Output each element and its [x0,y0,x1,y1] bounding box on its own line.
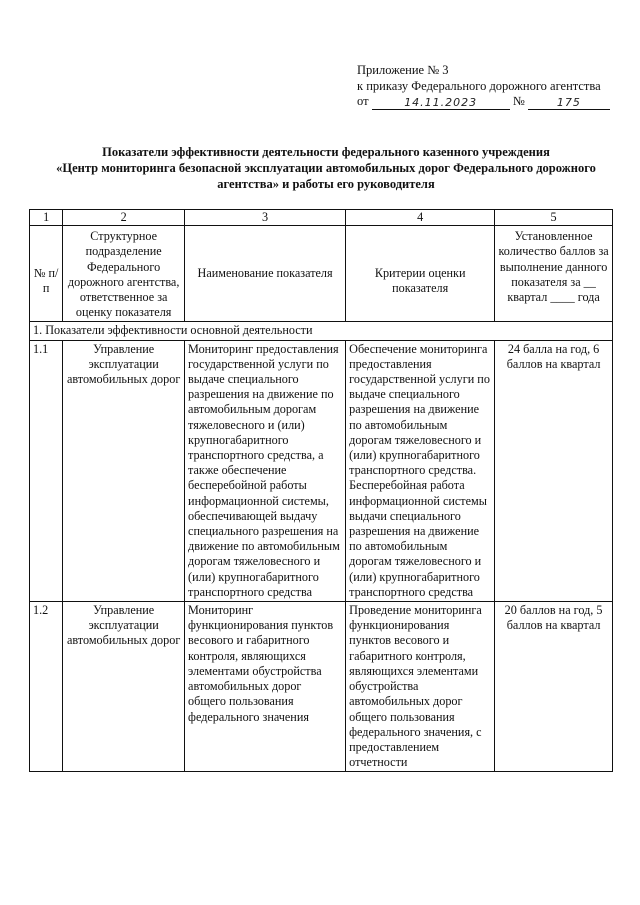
column-number-2: 2 [63,210,185,226]
from-label: от [357,94,369,108]
row-indicator: Мониторинг функционирования пунктов весового и габаритного контроля, являющихся элементами обустройства автомобильных дорог общего пользования федерального значения [185,602,346,772]
order-date: 14.11.2023 [372,95,510,110]
appendix-date-line [357,94,612,110]
title-line-2: «Центр мониторинга безопасной эксплуатации автомобильных дорог Федерального дорожного [56,161,596,175]
column-number-1: 1 [30,210,63,226]
column-number-5: 5 [495,210,613,226]
title-line-1: Показатели эффективности деятельности федерального казенного учреждения [102,145,550,159]
header-num: № п/п [30,226,63,322]
section-row [30,322,613,340]
table-row [30,340,613,601]
header-department: Структурное подразделение Федерального дорожного агентства, ответственное за оценку показателя [63,226,185,322]
row-number: 1.2 [30,602,63,772]
title-line-3: агентства» и работы его руководителя [217,177,435,191]
row-department: Управление эксплуатации автомобильных дорог [63,602,185,772]
appendix-line-1: Приложение № 3 [357,63,449,77]
table-row [30,602,613,772]
appendix-block [357,63,612,110]
document-title [40,144,612,192]
row-indicator: Мониторинг предоставления государственной услуги по выдаче специального разрешения на движение по автомобильным дорогам тяжеловесного и (или) крупногабаритного транспортного средства, а также обеспечение бесперебойной работы информационной системы, обеспечивающей выдачу специального разрешения на движение по автомобильным дорогам тяжеловесного и (или) крупногабаритного транспортного средства [185,340,346,601]
order-number: 175 [528,95,610,110]
column-number-3: 3 [185,210,346,226]
header-points: Установленное количество баллов за выполнение данного показателя за __ квартал ____ года [495,226,613,322]
column-number-row [30,210,613,226]
row-points: 24 балла на год, 6 баллов на квартал [495,340,613,601]
row-criteria: Проведение мониторинга функционирования пунктов весового и габаритного контроля, являющихся элементами обустройства автомобильных дорог общего пользования федерального значения, с предоставлением отчетности [346,602,495,772]
header-indicator: Наименование показателя [185,226,346,322]
row-points: 20 баллов на год, 5 баллов на квартал [495,602,613,772]
header-criteria: Критерии оценки показателя [346,226,495,322]
column-number-4: 4 [346,210,495,226]
header-row [30,226,613,322]
row-number: 1.1 [30,340,63,601]
section-title: 1. Показатели эффективности основной деятельности [30,322,613,340]
row-criteria: Обеспечение мониторинга предоставления государственной услуги по выдаче специального разрешения на движение по автомобильным дорогам тяжеловесного и (или) крупногабаритного транспортного средства. Бесперебойная работа информационной системы выдачи специального разрешения на движение по автомобильным дорогам тяжеловесного и (или) крупногабаритного транспортного средства [346,340,495,601]
appendix-line-2: к приказу Федерального дорожного агентства [357,78,601,93]
row-department: Управление эксплуатации автомобильных дорог [63,340,185,601]
number-label: № [512,94,525,108]
indicators-table [29,209,613,772]
